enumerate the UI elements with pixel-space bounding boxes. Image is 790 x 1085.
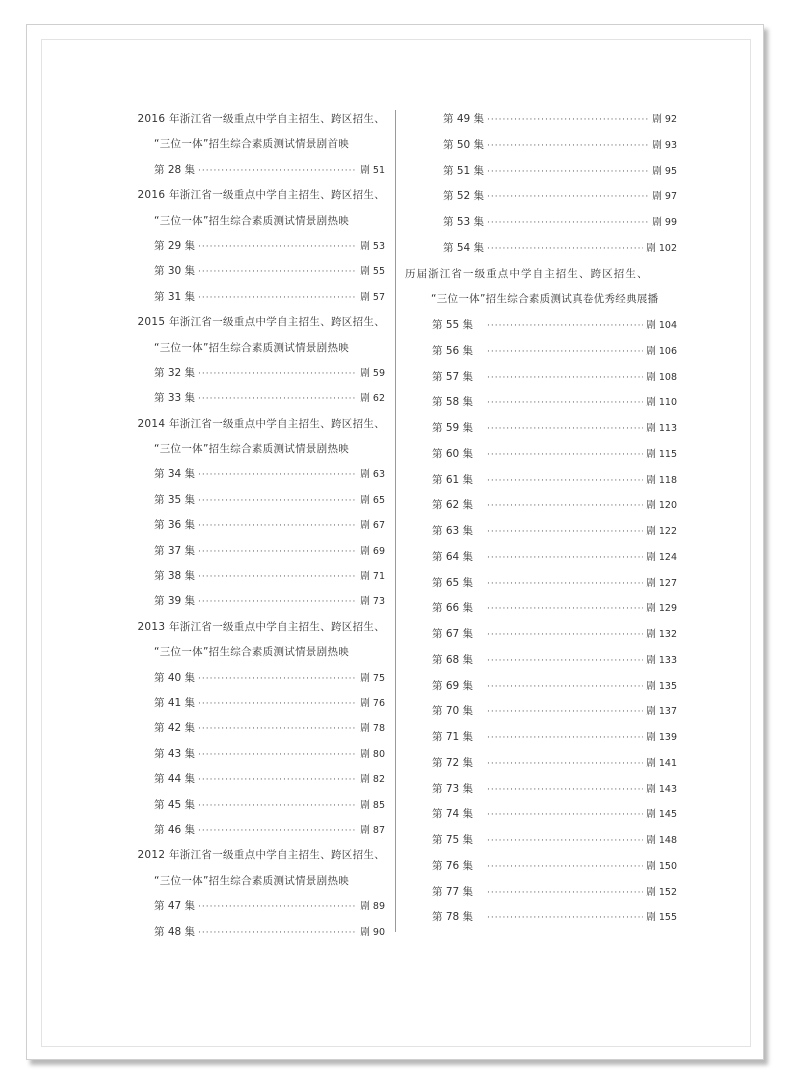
toc-entry-episode: 第 29 集	[154, 239, 196, 252]
toc-dot-leader	[487, 160, 649, 186]
toc-entry	[100, 589, 385, 614]
toc-entry	[405, 699, 677, 725]
toc-entry-page: 剧 118	[646, 474, 677, 486]
toc-section-heading: 2014 年浙江省一级重点中学自主招生、跨区招生、	[137, 417, 385, 430]
toc-section-heading: 历届浙江省一级重点中学自主招生、跨区招生、	[405, 267, 649, 280]
toc-entry-page: 剧 55	[360, 266, 385, 278]
toc-entry-episode: 第 28 集	[154, 163, 196, 176]
toc-entry-page: 剧 120	[646, 500, 677, 512]
toc-entry	[100, 894, 385, 919]
toc-entry	[405, 159, 677, 185]
toc-entry	[100, 488, 385, 513]
toc-section-heading: 2015 年浙江省一级重点中学自主招生、跨区招生、	[137, 316, 385, 329]
toc-entry	[100, 716, 385, 741]
toc-right-column	[405, 107, 677, 931]
toc-entry	[405, 854, 677, 880]
toc-section-subheading: “三位一体”招生综合素质测试真卷优秀经典展播	[431, 293, 659, 306]
toc-entry	[100, 234, 385, 259]
toc-dot-leader	[198, 717, 357, 742]
toc-entry	[100, 158, 385, 183]
toc-entry-episode: 第 42 集	[154, 722, 196, 735]
toc-entry-episode: 第 34 集	[154, 468, 196, 481]
toc-entry-episode: 第 57 集	[432, 370, 474, 383]
toc-entry-episode: 第 38 集	[154, 570, 196, 583]
toc-entry-page: 剧 57	[360, 291, 385, 303]
toc-entry-page: 剧 106	[646, 345, 677, 357]
toc-entry-episode: 第 72 集	[432, 756, 474, 769]
toc-entry-page: 剧 73	[360, 596, 385, 608]
toc-entry	[405, 880, 677, 906]
toc-entry	[405, 571, 677, 597]
toc-section-heading: 2016 年浙江省一级重点中学自主招生、跨区招生、	[137, 189, 385, 202]
toc-entry-episode: 第 44 集	[154, 773, 196, 786]
toc-entry	[405, 674, 677, 700]
toc-entry-page: 剧 155	[646, 912, 677, 924]
toc-dot-leader	[198, 260, 357, 285]
toc-entry-episode: 第 58 集	[432, 396, 474, 409]
toc-dot-leader	[487, 726, 643, 752]
toc-dot-leader	[198, 565, 357, 590]
toc-entry-episode: 第 76 集	[432, 859, 474, 872]
toc-dot-leader	[487, 829, 643, 855]
toc-entry	[405, 493, 677, 519]
toc-entry	[405, 828, 677, 854]
toc-dot-leader	[198, 489, 357, 514]
toc-entry-episode: 第 31 集	[154, 290, 196, 303]
toc-entry-episode: 第 61 集	[432, 473, 474, 486]
toc-dot-leader	[487, 108, 649, 134]
toc-entry-page: 剧 143	[646, 783, 677, 795]
toc-entry-page: 剧 113	[646, 423, 677, 434]
toc-entry-episode: 第 41 集	[154, 696, 196, 709]
toc-dot-leader	[487, 520, 643, 546]
toc-entry-page: 剧 139	[646, 732, 677, 743]
toc-entry-episode: 第 70 集	[432, 705, 474, 718]
toc-entry	[405, 365, 677, 391]
toc-entry-page: 剧 76	[360, 697, 385, 709]
toc-entry-page: 剧 127	[646, 577, 677, 589]
toc-dot-leader	[198, 235, 357, 260]
toc-entry-page: 剧 141	[646, 757, 677, 769]
toc-dot-leader	[198, 895, 357, 920]
toc-entry-episode: 第 43 集	[154, 747, 196, 760]
toc-entry	[100, 259, 385, 284]
toc-entry	[100, 793, 385, 818]
toc-entry	[100, 462, 385, 487]
toc-entry-page: 剧 95	[652, 165, 677, 177]
toc-section-heading: 2013 年浙江省一级重点中学自主招生、跨区招生、	[137, 620, 385, 633]
toc-entry-episode: 第 47 集	[154, 900, 196, 913]
toc-entry	[405, 648, 677, 674]
toc-entry-episode: 第 49 集	[443, 113, 485, 125]
toc-entry-episode: 第 69 集	[432, 679, 474, 692]
toc-dot-leader	[487, 185, 649, 211]
toc-entry	[405, 236, 677, 262]
toc-entry	[405, 313, 677, 339]
toc-dot-leader	[487, 366, 643, 392]
toc-entry	[405, 416, 677, 442]
toc-entry	[405, 519, 677, 545]
toc-entry-episode: 第 35 集	[154, 493, 196, 506]
toc-entry-page: 剧 67	[360, 520, 385, 532]
toc-dot-leader	[487, 237, 643, 263]
toc-section-subheading: “三位一体”招生综合素质测试情景剧热映	[154, 646, 350, 659]
toc-dot-leader	[198, 768, 357, 793]
toc-entry	[405, 725, 677, 751]
toc-dot-leader	[487, 391, 643, 417]
toc-entry-page: 剧 75	[360, 672, 385, 684]
toc-dot-leader	[198, 286, 357, 311]
toc-entry-episode: 第 56 集	[432, 344, 474, 357]
toc-section-subheading: “三位一体”招生综合素质测试情景剧热映	[154, 874, 350, 887]
toc-entry	[405, 596, 677, 622]
toc-entry	[100, 767, 385, 792]
toc-section-subheading: “三位一体”招生综合素质测试情景剧首映	[154, 138, 350, 151]
toc-entry-page: 剧 62	[360, 393, 385, 405]
toc-entry-page: 剧 137	[646, 706, 677, 718]
toc-entry-page: 剧 97	[652, 191, 677, 203]
toc-entry-page: 剧 133	[646, 654, 677, 666]
toc-entry-page: 剧 78	[360, 723, 385, 735]
toc-dot-leader	[198, 819, 357, 844]
toc-entry-page: 剧 135	[646, 680, 677, 692]
toc-dot-leader	[487, 649, 643, 675]
toc-entry-episode: 第 40 集	[154, 671, 196, 684]
toc-entry	[100, 361, 385, 386]
toc-entry-page: 剧 65	[360, 494, 385, 506]
toc-entry-episode: 第 32 集	[154, 366, 196, 379]
toc-dot-leader	[487, 494, 643, 520]
toc-dot-leader	[487, 340, 643, 366]
toc-dot-leader	[487, 134, 649, 160]
toc-entry-page: 剧 132	[646, 629, 677, 640]
toc-entry-episode: 第 51 集	[443, 164, 485, 177]
toc-entry-page: 剧 53	[360, 240, 385, 252]
toc-entry-episode: 第 78 集	[432, 911, 474, 924]
toc-entry-episode: 第 68 集	[432, 653, 474, 666]
toc-entry-page: 剧 110	[646, 397, 677, 409]
toc-entry-episode: 第 64 集	[432, 550, 474, 563]
toc-entry-page: 剧 59	[360, 367, 385, 379]
toc-entry-page: 剧 145	[646, 809, 677, 821]
toc-entry-page: 剧 129	[646, 603, 677, 615]
toc-entry-page: 剧 93	[652, 139, 677, 151]
toc-entry-episode: 第 45 集	[154, 798, 196, 811]
toc-entry	[100, 920, 385, 945]
toc-entry-page: 剧 122	[646, 526, 677, 537]
toc-entry	[100, 386, 385, 411]
toc-entry	[405, 442, 677, 468]
toc-entry	[405, 777, 677, 803]
toc-entry-episode: 第 67 集	[432, 628, 474, 640]
toc-entry	[405, 802, 677, 828]
toc-dot-leader	[198, 743, 357, 768]
toc-entry	[405, 905, 677, 931]
toc-entry	[405, 210, 677, 236]
toc-entry-episode: 第 37 集	[154, 544, 196, 557]
toc-dot-leader	[487, 546, 643, 572]
toc-dot-leader	[487, 881, 643, 907]
toc-entry-page: 剧 87	[360, 824, 385, 836]
toc-dot-leader	[487, 314, 643, 340]
toc-entry	[405, 107, 677, 133]
toc-entry	[100, 564, 385, 589]
toc-section-heading: 2012 年浙江省一级重点中学自主招生、跨区招生、	[137, 849, 385, 862]
toc-dot-leader	[487, 855, 643, 881]
toc-entry	[100, 285, 385, 310]
toc-dot-leader	[198, 540, 357, 565]
toc-dot-leader	[198, 667, 357, 692]
toc-entry-episode: 第 71 集	[432, 731, 474, 743]
toc-entry-page: 剧 92	[652, 114, 677, 125]
toc-dot-leader	[487, 623, 643, 649]
toc-entry-episode: 第 52 集	[443, 190, 485, 203]
toc-section-subheading: “三位一体”招生综合素质测试情景剧热映	[154, 214, 350, 227]
column-divider	[395, 110, 396, 932]
toc-entry-episode: 第 48 集	[154, 925, 196, 938]
toc-entry	[405, 390, 677, 416]
toc-entry-episode: 第 33 集	[154, 392, 196, 405]
toc-entry-page: 剧 80	[360, 748, 385, 760]
toc-dot-leader	[198, 514, 357, 539]
toc-entry-page: 剧 102	[646, 242, 677, 254]
toc-entry-episode: 第 46 集	[154, 823, 196, 836]
toc-entry-page: 剧 85	[360, 799, 385, 811]
toc-entry	[405, 468, 677, 494]
toc-entry-episode: 第 55 集	[432, 319, 474, 331]
toc-dot-leader	[487, 675, 643, 701]
toc-left-column	[100, 107, 385, 945]
toc-entry-page: 剧 104	[646, 320, 677, 331]
toc-dot-leader	[487, 803, 643, 829]
toc-entry-page: 剧 152	[646, 886, 677, 898]
toc-entry-page: 剧 99	[652, 217, 677, 228]
toc-dot-leader	[487, 778, 643, 804]
toc-section-subheading: “三位一体”招生综合素质测试情景剧热映	[154, 443, 350, 456]
toc-entry-page: 剧 150	[646, 860, 677, 872]
toc-entry-page: 剧 51	[360, 164, 385, 176]
toc-dot-leader	[198, 921, 357, 946]
toc-entry-episode: 第 36 集	[154, 519, 196, 532]
toc-entry-episode: 第 60 集	[432, 447, 474, 460]
toc-dot-leader	[487, 752, 643, 778]
toc-entry-page: 剧 71	[360, 571, 385, 583]
toc-dot-leader	[487, 469, 643, 495]
toc-entry-page: 剧 115	[646, 448, 677, 460]
toc-entry-episode: 第 66 集	[432, 602, 474, 615]
toc-entry-episode: 第 73 集	[432, 782, 474, 795]
toc-entry-page: 剧 90	[360, 926, 385, 938]
toc-entry	[100, 818, 385, 843]
toc-dot-leader	[487, 597, 643, 623]
toc-entry-episode: 第 74 集	[432, 808, 474, 821]
toc-dot-leader	[487, 443, 643, 469]
toc-entry	[405, 751, 677, 777]
toc-dot-leader	[487, 572, 643, 598]
toc-entry-page: 剧 124	[646, 551, 677, 563]
toc-entry-episode: 第 30 集	[154, 265, 196, 278]
toc-entry	[100, 742, 385, 767]
toc-dot-leader	[198, 692, 357, 717]
toc-entry	[100, 691, 385, 716]
toc-dot-leader	[198, 387, 357, 412]
toc-dot-leader	[198, 590, 357, 615]
toc-entry-episode: 第 39 集	[154, 595, 196, 608]
toc-section-heading: 2016 年浙江省一级重点中学自主招生、跨区招生、	[137, 113, 385, 125]
toc-dot-leader	[198, 159, 357, 184]
toc-dot-leader	[198, 794, 357, 819]
toc-entry	[405, 133, 677, 159]
toc-entry-page: 剧 108	[646, 371, 677, 383]
toc-dot-leader	[487, 211, 649, 237]
toc-entry	[100, 666, 385, 691]
toc-entry	[405, 622, 677, 648]
toc-dot-leader	[198, 362, 357, 387]
toc-dot-leader	[198, 463, 357, 488]
toc-entry-episode: 第 53 集	[443, 216, 485, 228]
toc-entry-episode: 第 77 集	[432, 885, 474, 898]
toc-entry-page: 剧 89	[360, 901, 385, 913]
toc-entry	[405, 184, 677, 210]
toc-entry-episode: 第 59 集	[432, 422, 474, 434]
toc-entry-episode: 第 54 集	[443, 241, 485, 254]
toc-entry-page: 剧 69	[360, 545, 385, 557]
toc-entry-episode: 第 50 集	[443, 138, 485, 151]
toc-dot-leader	[487, 417, 643, 443]
toc-entry-episode: 第 65 集	[432, 576, 474, 589]
toc-entry	[405, 339, 677, 365]
toc-section-subheading: “三位一体”招生综合素质测试情景剧热映	[154, 341, 350, 354]
toc-entry	[100, 539, 385, 564]
toc-entry-page: 剧 63	[360, 469, 385, 481]
toc-entry	[405, 545, 677, 571]
toc-entry-page: 剧 148	[646, 835, 677, 846]
toc-entry-episode: 第 75 集	[432, 834, 474, 846]
toc-dot-leader	[487, 906, 643, 932]
toc-entry-episode: 第 62 集	[432, 499, 474, 512]
toc-entry	[100, 513, 385, 538]
toc-entry-episode: 第 63 集	[432, 525, 474, 537]
toc-dot-leader	[487, 700, 643, 726]
toc-entry-page: 剧 82	[360, 774, 385, 786]
